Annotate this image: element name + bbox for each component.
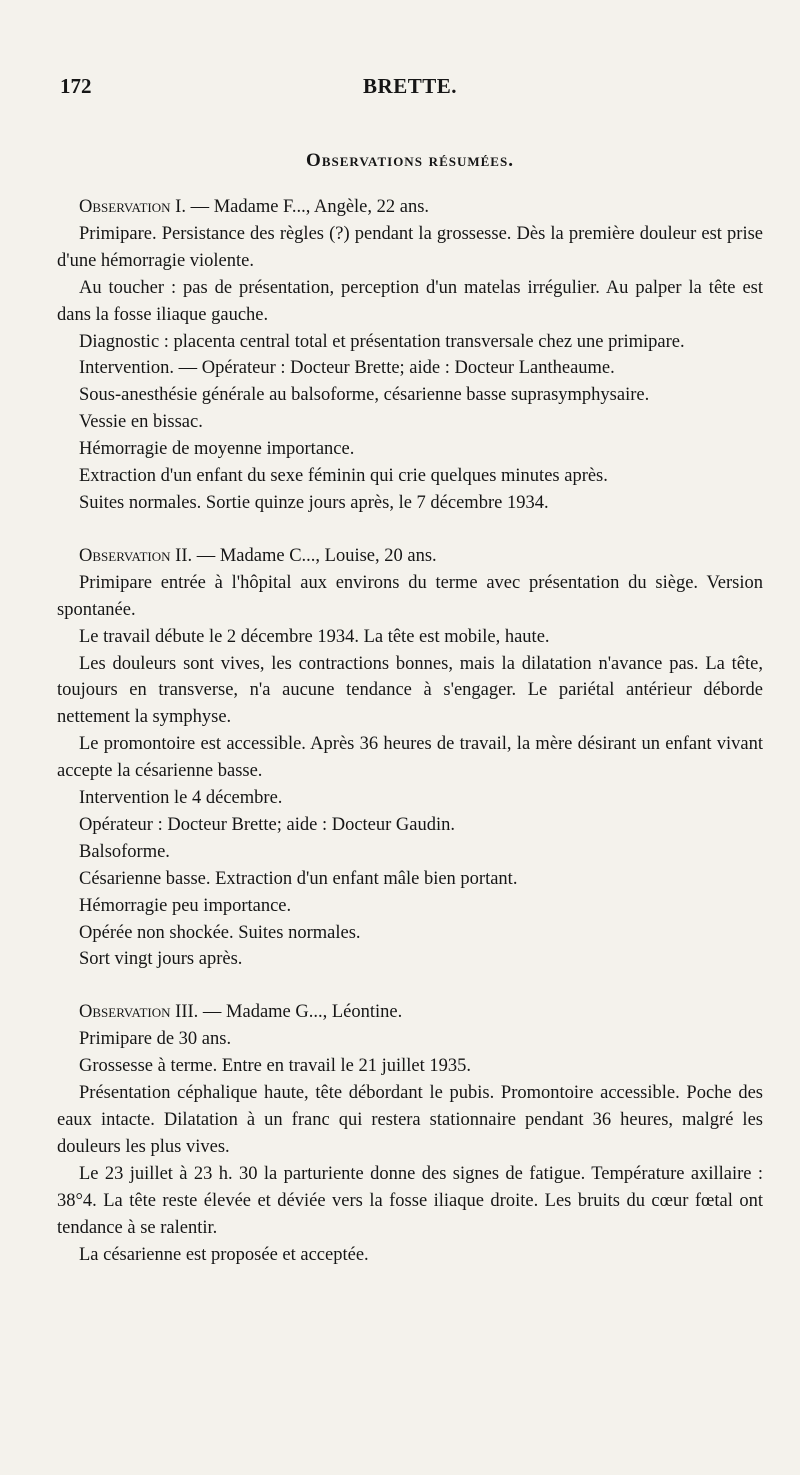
paragraph: Suites normales. Sortie quinze jours après, le 7 décembre 1934.	[79, 492, 549, 513]
paragraph: Opérateur : Docteur Brette; aide : Docteur Gaudin.	[79, 814, 456, 835]
paragraph: Balsoforme.	[79, 841, 170, 862]
running-head: BRETTE.	[363, 74, 457, 98]
paragraph: Grossesse à terme. Entre en travail le 21 juillet 1935.	[79, 1056, 471, 1077]
paragraph: Hémorragie peu importance.	[79, 895, 292, 916]
paragraph: Le travail débute le 2 décembre 1934. La tête est mobile, haute.	[79, 626, 550, 647]
paragraph: Le promontoire est accessible. Après 36 heures de travail, la mère désirant un enfant vivant accepte la césarienne basse.	[57, 734, 763, 782]
observation-1-heading	[57, 194, 763, 221]
paragraph: Hémorragie de moyenne importance.	[79, 439, 355, 460]
paragraph: La césarienne est proposée et acceptée.	[79, 1244, 369, 1265]
paragraph: Césarienne basse. Extraction d'un enfant mâle bien portant.	[79, 868, 518, 889]
page-number: 172	[60, 74, 92, 98]
paragraph: Extraction d'un enfant du sexe féminin qui crie quelques minutes après.	[79, 466, 608, 487]
paragraph: Sous-anesthésie générale au balsoforme, césarienne basse suprasymphysaire.	[79, 385, 650, 406]
observation-label: Observation I.	[79, 197, 186, 217]
paragraph: Sort vingt jours après.	[79, 949, 243, 970]
paragraph: Diagnostic : placenta central total et présentation transversale chez une primipare.	[79, 331, 685, 352]
observation-label: Observation III.	[79, 1002, 199, 1023]
paragraph: Vessie en bissac.	[79, 412, 203, 433]
paragraph: Primipare. Persistance des règles (?) pendant la grossesse. Dès la première douleur est prise d'une hémorragie violente.	[57, 223, 763, 271]
paragraph: Présentation céphalique haute, tête débordant le pubis. Promontoire accessible. Poche des eaux intacte. Dilatation à un franc qui restera stationnaire pendant 36 heures, malgré les douleurs les plus vives.	[57, 1083, 763, 1157]
paragraph: Au toucher : pas de présentation, perception d'un matelas irrégulier. Au palper la tête est dans la fosse iliaque gauche.	[57, 277, 763, 325]
paragraph: Primipare entrée à l'hôpital aux environs du terme avec présentation du siège. Version spontanée.	[57, 572, 763, 620]
observation-label: Observation II.	[79, 545, 193, 566]
observation-2-heading	[57, 543, 763, 570]
paragraph: Le 23 juillet à 23 h. 30 la parturiente donne des signes de fatigue. Température axillaire : 38°4. La tête reste élevée et déviée vers la fosse iliaque droite. Les bruits du cœur fœtal ont tendance à se ralentir.	[57, 1163, 763, 1238]
page-body	[57, 194, 763, 1268]
section-title: Observations résumées.	[306, 150, 514, 171]
observation-title: — Madame C..., Louise, 20 ans.	[192, 545, 437, 566]
page-header	[60, 74, 760, 110]
paragraph: Intervention le 4 décembre.	[79, 788, 283, 809]
paragraph: Intervention. — Opérateur : Docteur Brette; aide : Docteur Lantheaume.	[79, 358, 615, 379]
observation-title: — Madame F..., Angèle, 22 ans.	[185, 197, 430, 217]
observation-3-heading	[57, 999, 763, 1026]
paragraph: Opérée non shockée. Suites normales.	[79, 922, 361, 943]
paragraph: Primipare de 30 ans.	[79, 1029, 232, 1050]
paragraph: Les douleurs sont vives, les contractions bonnes, mais la dilatation n'avance pas. La tête, toujours en transverse, n'a aucune tendance à s'engager. Le pariétal antérieur déborde nettement la symphyse.	[57, 653, 763, 728]
observation-title: — Madame G..., Léontine.	[198, 1002, 403, 1023]
